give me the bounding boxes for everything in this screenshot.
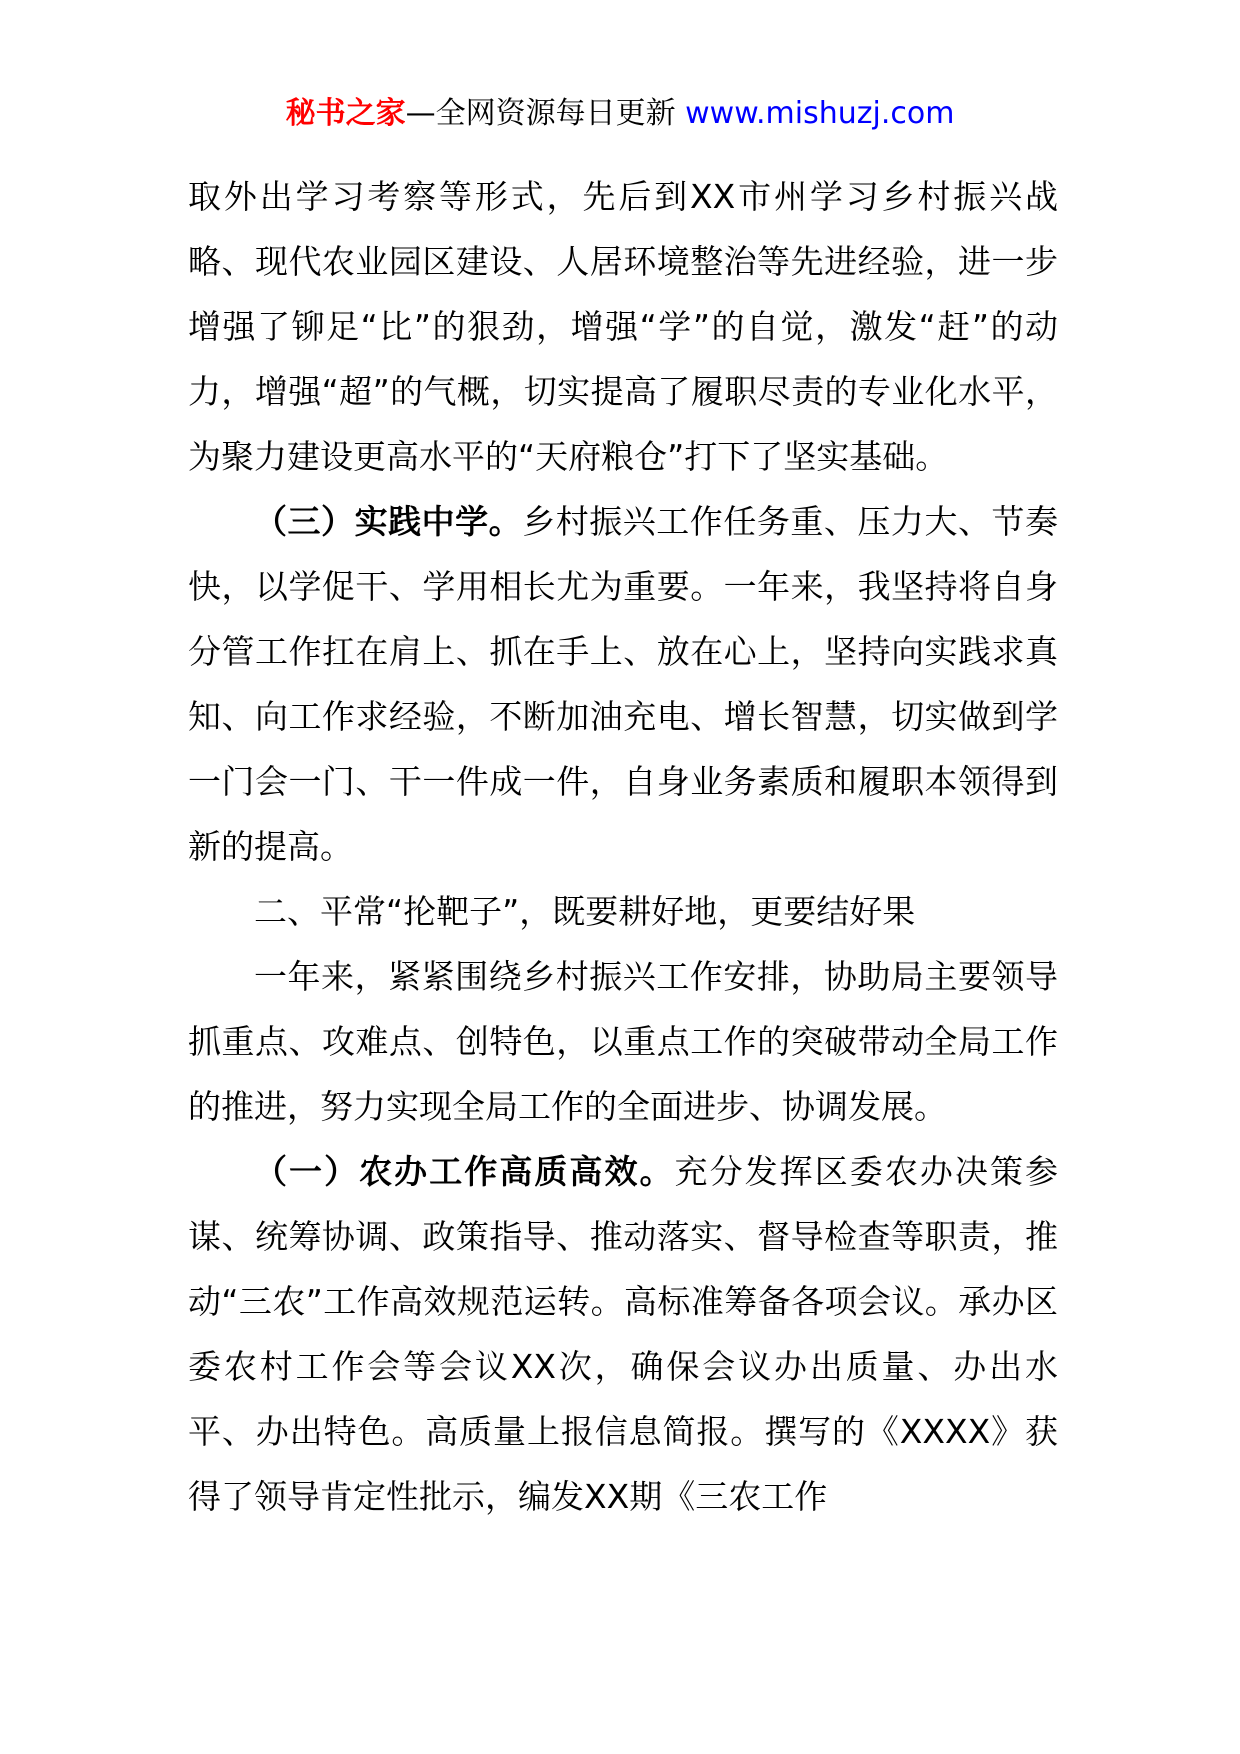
paragraph-section-1 [188,1139,1058,1529]
site-brand: 秘书之家 [285,96,406,131]
paragraph-text: 充分发挥区委农办决策参谋、统筹协调、政策指导、推动落实、督导检查等职责，推动“三农”工作高效规范运转。高标准筹备各项会议。承办区委农村工作会等会议XX次，确保会议办出质量、办出水平、办出特色。高质量上报信息简报。撰写的《XXXX》获得了领导肯定性批示，编发XX期《三农工作 [188,1152,1059,1516]
document-body [188,164,1058,1529]
paragraph-intro [188,944,1058,1139]
site-header [0,94,1240,134]
chapter-heading-text: 二、平常“抡靶子”，既要耕好地，更要结好果 [254,892,916,931]
section-heading: （三）实践中学。 [254,502,523,541]
site-url[interactable]: www.mishuzj.com [685,96,955,131]
paragraph-continued [188,164,1058,489]
section-heading: （一）农办工作高质高效。 [254,1152,675,1191]
paragraph-text: 一年来，紧紧围绕乡村振兴工作安排，协助局主要领导抓重点、攻难点、创特色，以重点工作的突破带动全局工作的推进，努力实现全局工作的全面进步、协调发展。 [188,957,1058,1126]
paragraph-text: 乡村振兴工作任务重、压力大、节奏快，以学促干、学用相长尤为重要。一年来，我坚持将自身分管工作扛在肩上、抓在手上、放在心上，坚持向实践求真知、向工作求经验，不断加油充电、增长智慧，切实做到学一门会一门、干一件成一件，自身业务素质和履职本领得到新的提高。 [188,502,1059,866]
site-tagline: —全网资源每日更新 [405,96,686,131]
paragraph-section-3 [188,489,1058,879]
chapter-heading [188,879,1058,944]
paragraph-text: 取外出学习考察等形式，先后到XX市州学习乡村振兴战略、现代农业园区建设、人居环境整治等先进经验，进一步增强了铆足“比”的狠劲，增强“学”的自觉，激发“赶”的动力，增强“超”的气概，切实提高了履职尽责的专业化水平，为聚力建设更高水平的“天府粮仓”打下了坚实基础。 [188,177,1058,476]
